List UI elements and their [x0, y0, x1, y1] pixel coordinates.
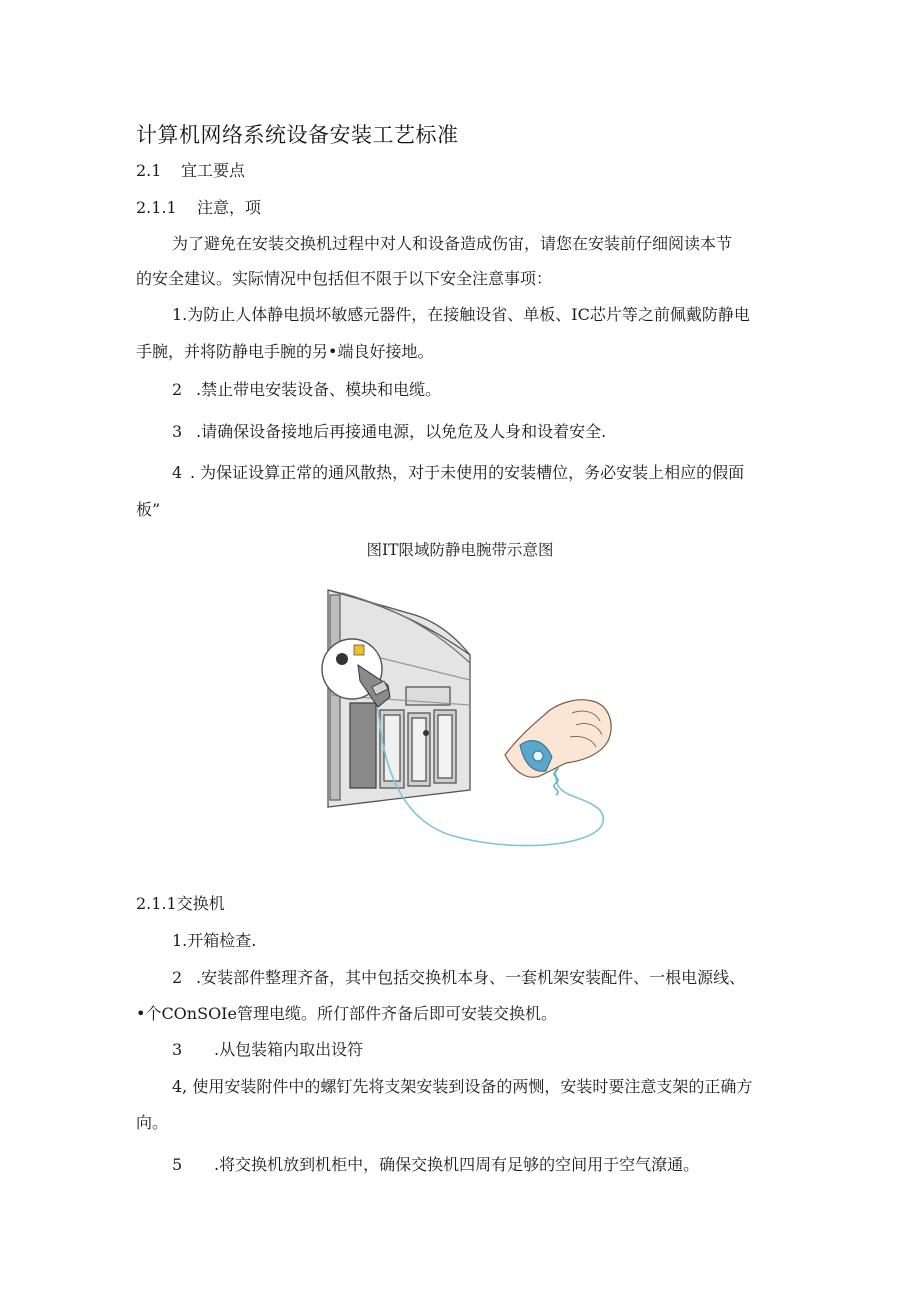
switch-step-1: 1.开箱检查.: [172, 931, 257, 950]
intro-paragraph-line-2: 的安全建议。实际情况中包括但不限于以下安全注意事项：: [136, 269, 553, 288]
item-text: . 为保证设算正常的通风散热，对于未使用的安装槽位，务必安装上相应的假面: [190, 463, 745, 482]
switch-step-4-line-1: 4, 使用安装附件中的螺钉先将支架安装到设备的两恻，安装时要注意支架的正确方: [172, 1077, 753, 1096]
item-number: 4: [172, 463, 183, 482]
safety-item-3: [172, 424, 606, 440]
item-number: 5: [172, 1155, 183, 1174]
item-number: 3: [172, 1040, 183, 1059]
switch-step-2-line-2: •个COnSOIe管理电缆。所仃部件齐备后即可安装交换机。: [136, 1004, 557, 1023]
esd-wrist-strap-illustration: [320, 585, 620, 855]
intro-paragraph-line-1: 为了避免在安装交换机过程中对人和设备造成伤宙，请您在安装前仔细阅读本节: [172, 234, 733, 253]
item-text: .禁止带电安装设备、模块和电缆。: [196, 380, 442, 399]
section-number: 2.1: [136, 161, 162, 180]
section-switch-heading: 2.1.1交换机: [136, 894, 225, 913]
safety-item-4-line-2: 板”: [136, 500, 161, 519]
switch-step-3: [172, 1042, 363, 1058]
item-text: .从包装箱内取出设符: [214, 1040, 364, 1059]
item-text: .请确保设备接地后再接通电源，以免危及人身和设着安全.: [196, 422, 607, 441]
figure-caption: 图IT限域防静电腕带示意图: [366, 541, 554, 559]
section-number: 2.1.1: [136, 198, 177, 217]
item-text: .安装部件整理齐备，其中包括交换机本身、一套机架安装配件、一根电源线、: [196, 968, 746, 987]
item-number: 2: [172, 968, 183, 987]
item-number: 3: [172, 422, 183, 441]
safety-item-1-line-1: 1.为防止人体静电损坏敏感元器件，在接触设省、单板、IC芯片等之前佩戴防静电: [172, 305, 750, 324]
page-title: 计算机网络系统设备安装工艺标准: [136, 123, 459, 147]
switch-step-2-line-1: [172, 970, 745, 986]
safety-item-2: [172, 382, 441, 398]
section-2-1-heading: [136, 163, 245, 179]
section-2-1-1-heading: [136, 200, 261, 216]
section-text: 宜工要点: [181, 161, 246, 180]
switch-step-5: [172, 1157, 699, 1173]
safety-item-4-line-1: [172, 465, 744, 481]
section-text: 注意，项: [197, 198, 262, 217]
safety-item-1-line-2: 手腕，并将防静电手腕的另•端良好接地。: [136, 342, 434, 361]
hand-with-wrist-strap: [505, 700, 611, 778]
item-number: 2: [172, 380, 183, 399]
item-text: .将交换机放到机柜中，确保交换机四周有足够的空间用于空气潦通。: [214, 1155, 700, 1174]
switch-step-4-line-2: 向。: [136, 1113, 169, 1132]
